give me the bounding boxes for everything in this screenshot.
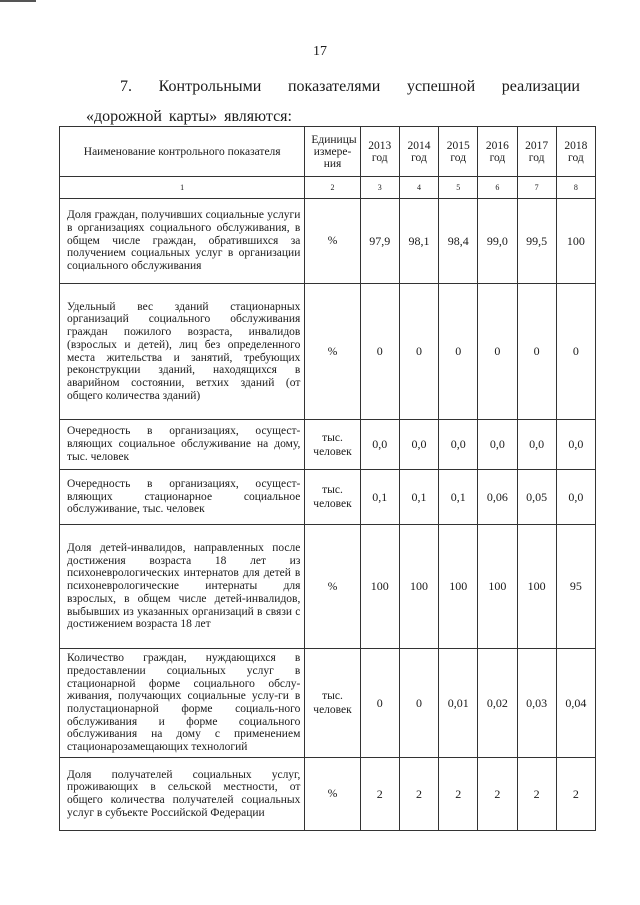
value-2014: 0 bbox=[399, 649, 438, 758]
intro-paragraph: 7. Контрольными показателями успешной реализации «дорожной карты» являются: bbox=[86, 78, 580, 125]
value-2017: 0,05 bbox=[517, 470, 556, 525]
indicator-name: Доля граждан, получивших социальные услуги в организациях социального обслуживания, в общем числе граждан, обратившихся за получением социальных услуг в организации социального обслуживания bbox=[60, 199, 305, 284]
header-year-2014: 2014 год bbox=[399, 127, 438, 177]
header-year-2017: 2017 год bbox=[517, 127, 556, 177]
table-row bbox=[60, 525, 596, 649]
value-2014: 2 bbox=[399, 758, 438, 831]
column-number-row bbox=[60, 177, 596, 199]
column-number: 8 bbox=[556, 177, 595, 199]
column-number: 5 bbox=[439, 177, 478, 199]
table-row bbox=[60, 649, 596, 758]
value-2013: 100 bbox=[360, 525, 399, 649]
value-2016: 0,0 bbox=[478, 420, 517, 470]
value-2014: 100 bbox=[399, 525, 438, 649]
indicator-name: Очередность в организациях, осущест-вляющих социальное обслуживание на дому, тыс. человек bbox=[60, 420, 305, 470]
value-2016: 0,06 bbox=[478, 470, 517, 525]
table-row bbox=[60, 420, 596, 470]
scan-edge-mark bbox=[0, 0, 36, 2]
indicator-name: Доля детей-инвалидов, направленных после достижения возраста 18 лет из психоневрологических интернатов для детей в психоневрологические интернаты для взрослых, в общем числе детей-инвалидов, выбывших из указанных организаций в связи с достижением возраста 18 лет bbox=[60, 525, 305, 649]
header-year-2015: 2015 год bbox=[439, 127, 478, 177]
header-indicator-name: Наименование контрольного показателя bbox=[60, 127, 305, 177]
indicator-name: Очередность в организациях, осущест-вляющих стационарное социальное обслуживание, тыс. человек bbox=[60, 470, 305, 525]
value-2017: 99,5 bbox=[517, 199, 556, 284]
value-2017: 0,0 bbox=[517, 420, 556, 470]
value-2013: 0,0 bbox=[360, 420, 399, 470]
value-2014: 0 bbox=[399, 284, 438, 420]
value-2014: 98,1 bbox=[399, 199, 438, 284]
indicator-unit: % bbox=[305, 199, 360, 284]
value-2015: 0 bbox=[439, 284, 478, 420]
indicator-unit: тыс. человек bbox=[305, 420, 360, 470]
value-2018: 0,04 bbox=[556, 649, 595, 758]
value-2015: 0,0 bbox=[439, 420, 478, 470]
header-year-2016: 2016 год bbox=[478, 127, 517, 177]
value-2018: 100 bbox=[556, 199, 595, 284]
column-number: 6 bbox=[478, 177, 517, 199]
value-2018: 0 bbox=[556, 284, 595, 420]
indicator-unit: тыс. человек bbox=[305, 649, 360, 758]
table-row bbox=[60, 470, 596, 525]
header-year-2013: 2013 год bbox=[360, 127, 399, 177]
header-row bbox=[60, 127, 596, 177]
indicator-name: Удельный вес зданий стационарных организаций социального обслуживания граждан пожилого возраста, инвалидов (взрослых и детей), лиц без определенного места жительства и занятий, требующих реконструкции зданий, находящихся в аварийном состоянии, ветхих зданий (от общего количества зданий) bbox=[60, 284, 305, 420]
value-2013: 0,1 bbox=[360, 470, 399, 525]
value-2018: 95 bbox=[556, 525, 595, 649]
value-2016: 99,0 bbox=[478, 199, 517, 284]
value-2016: 2 bbox=[478, 758, 517, 831]
value-2016: 0 bbox=[478, 284, 517, 420]
header-unit: Единицы измере-ния bbox=[305, 127, 360, 177]
indicator-unit: % bbox=[305, 284, 360, 420]
indicator-unit: тыс. человек bbox=[305, 470, 360, 525]
value-2018: 0,0 bbox=[556, 420, 595, 470]
indicator-name: Доля получателей социальных услуг, проживающих в сельской местности, от общего количества получателей социальных услуг в субъекте Российской Федерации bbox=[60, 758, 305, 831]
value-2016: 100 bbox=[478, 525, 517, 649]
column-number: 3 bbox=[360, 177, 399, 199]
column-number: 4 bbox=[399, 177, 438, 199]
value-2016: 0,02 bbox=[478, 649, 517, 758]
header-year-2018: 2018 год bbox=[556, 127, 595, 177]
indicator-unit: % bbox=[305, 525, 360, 649]
value-2017: 2 bbox=[517, 758, 556, 831]
value-2013: 2 bbox=[360, 758, 399, 831]
column-number: 7 bbox=[517, 177, 556, 199]
value-2018: 0,0 bbox=[556, 470, 595, 525]
value-2018: 2 bbox=[556, 758, 595, 831]
indicator-unit: % bbox=[305, 758, 360, 831]
value-2015: 100 bbox=[439, 525, 478, 649]
value-2013: 0 bbox=[360, 649, 399, 758]
column-number: 2 bbox=[305, 177, 360, 199]
value-2015: 0,01 bbox=[439, 649, 478, 758]
value-2014: 0,1 bbox=[399, 470, 438, 525]
table-row bbox=[60, 199, 596, 284]
value-2017: 0,03 bbox=[517, 649, 556, 758]
value-2017: 0 bbox=[517, 284, 556, 420]
page-number: 17 bbox=[313, 44, 327, 59]
value-2017: 100 bbox=[517, 525, 556, 649]
value-2013: 97,9 bbox=[360, 199, 399, 284]
table-row bbox=[60, 284, 596, 420]
value-2014: 0,0 bbox=[399, 420, 438, 470]
indicators-table bbox=[59, 126, 596, 831]
indicator-name: Количество граждан, нуждающихся в предоставлении социальных услуг в стационарной форме социального обслу-живания, получающих социальные услу-ги в полустационарной форме социаль-ного обслуживания и форме социального обслуживания на дому с применением стационарозамещающих технологий bbox=[60, 649, 305, 758]
value-2015: 2 bbox=[439, 758, 478, 831]
column-number: 1 bbox=[60, 177, 305, 199]
value-2015: 0,1 bbox=[439, 470, 478, 525]
table-row bbox=[60, 758, 596, 831]
value-2013: 0 bbox=[360, 284, 399, 420]
value-2015: 98,4 bbox=[439, 199, 478, 284]
